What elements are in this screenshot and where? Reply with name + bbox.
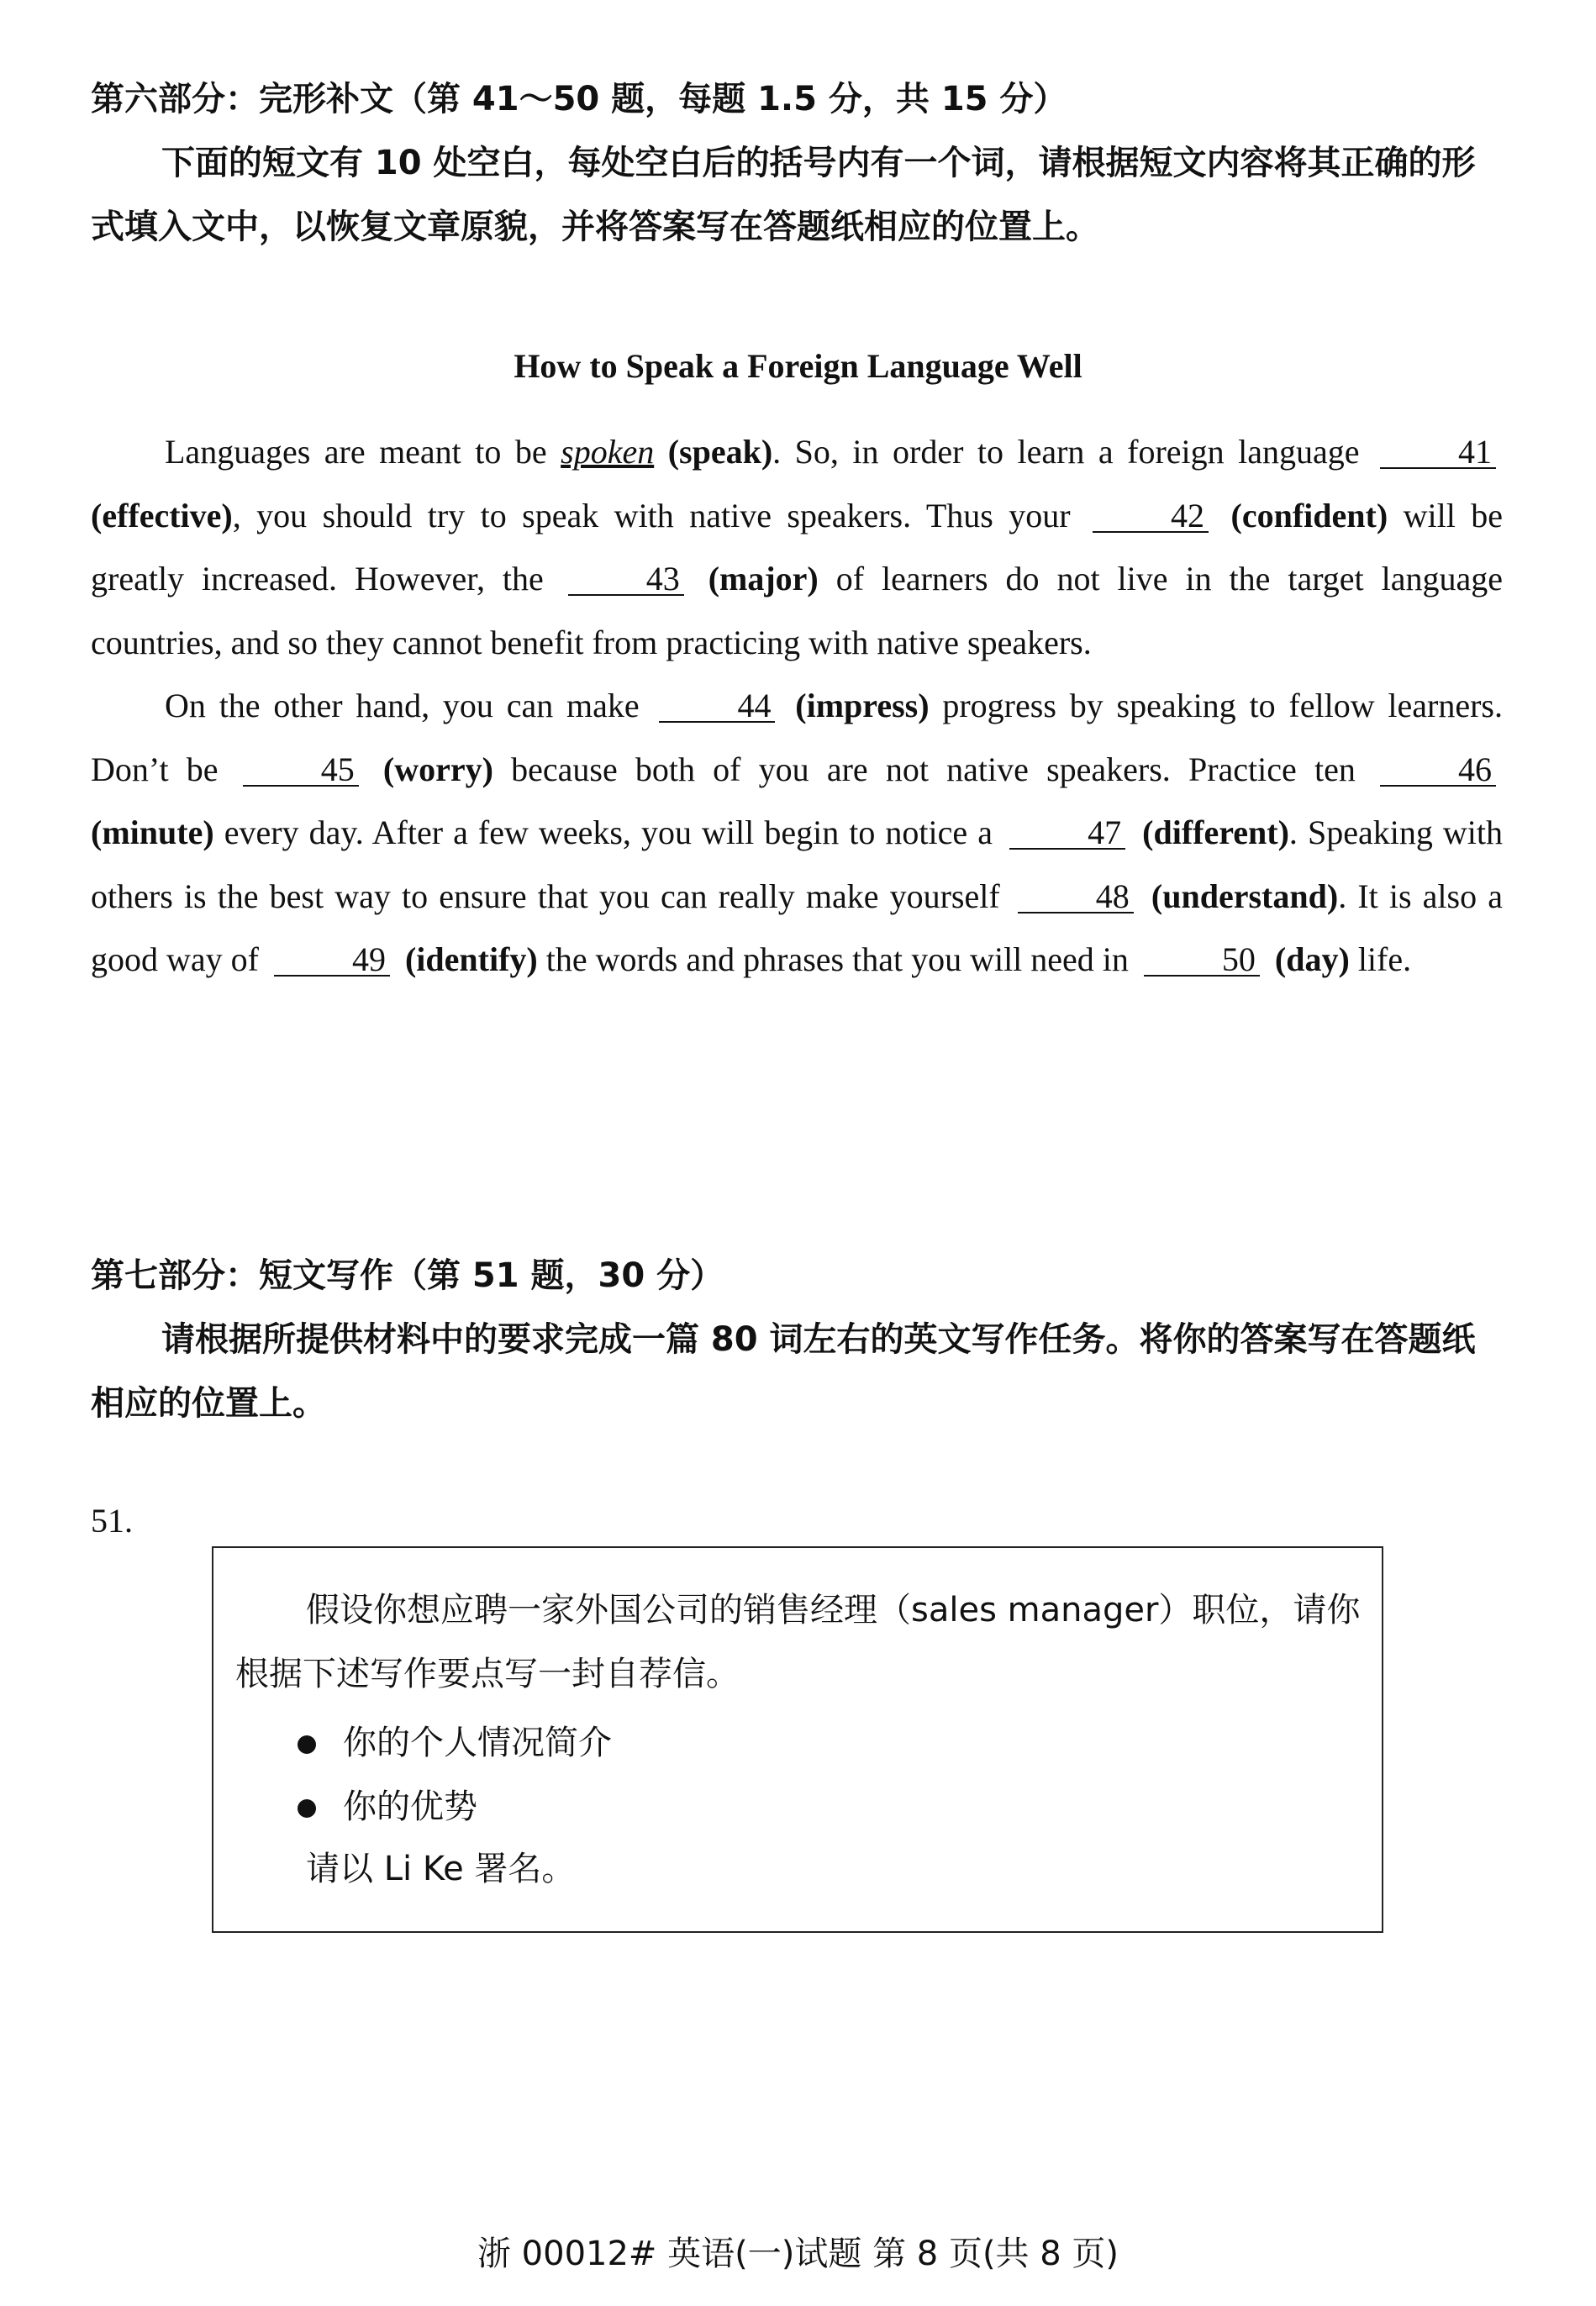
text-run: . It is also a good way of — [91, 877, 1503, 978]
word-hint-44: (impress) — [795, 687, 930, 724]
blank-42: 42 — [1093, 501, 1209, 533]
text-run: . So, in order to learn a foreign language — [772, 433, 1374, 471]
text-run: of learners do not live in the target language countries, and so they cannot benefit from practicing with native speakers. — [91, 560, 1504, 661]
writing-task-box — [212, 1546, 1383, 1933]
blank-44: 44 — [659, 691, 775, 723]
word-hint-46: (minute) — [91, 813, 214, 851]
word-hint: (speak) — [667, 433, 773, 471]
blank-49: 49 — [274, 945, 390, 977]
cloze-passage — [91, 420, 1503, 992]
word-hint-41: (effective) — [91, 496, 233, 534]
task-bullet-text: 你的优势 — [343, 1787, 477, 1826]
part6-instructions: 下面的短文有 10 处空白，每处空白后的括号内有一个词，请根据短文内容将其正确的形式填入文中，以恢复文章原貌，并将答案写在答题纸相应的位置上。 — [91, 144, 1476, 246]
question-number: 51. — [91, 1502, 133, 1540]
blank-48: 48 — [1018, 882, 1134, 913]
task-bullet-text: 你的个人情况简介 — [343, 1724, 612, 1762]
blank-43: 43 — [568, 564, 684, 596]
text-run: life. — [1349, 940, 1412, 978]
bullet-icon — [298, 1735, 316, 1754]
example-answer: spoken — [561, 433, 655, 471]
word-hint-50: (day) — [1274, 940, 1350, 978]
word-hint-45: (worry) — [382, 750, 493, 788]
blank-41: 41 — [1380, 437, 1496, 469]
blank-47: 47 — [1009, 818, 1125, 850]
text-run: will be greatly increased. However, the — [91, 496, 1504, 598]
blank-45: 45 — [243, 755, 359, 787]
text-run: every day. After a few weeks, you will begin to notice a — [213, 813, 1003, 851]
part7-instructions: 请根据所提供材料中的要求完成一篇 80 词左右的英文写作任务。将你的答案写在答题纸相应的位置上。 — [91, 1320, 1476, 1423]
passage-title: How to Speak a Foreign Language Well — [514, 347, 1082, 385]
task-intro: 假设你想应聘一家外国公司的销售经理（sales manager）职位，请你根据下述写作要点写一封自荐信。 — [235, 1591, 1361, 1693]
text-run: the words and phrases that you will need in — [537, 940, 1137, 978]
word-hint-49: (identify) — [404, 940, 538, 978]
text-run: Languages are meant to be — [165, 433, 561, 471]
word-hint-47: (different) — [1142, 813, 1289, 851]
bullet-icon — [298, 1799, 316, 1818]
blank-46: 46 — [1380, 755, 1496, 787]
word-hint-48: (understand) — [1151, 877, 1339, 915]
text-run: because both of you are not native speakers. Practice ten — [492, 750, 1373, 788]
text-run: On the other hand, you can make — [165, 687, 653, 724]
text-run: progress by speaking to fellow learners. Don’t be — [91, 687, 1503, 788]
passage-paragraph-1 — [91, 420, 1503, 674]
part6-heading: 第六部分：完形补文（第 41～50 题，每题 1.5 分，共 15 分） — [91, 80, 1067, 118]
text-run: . Speaking with others is the best way to ensure that you can really make yourself — [91, 813, 1504, 915]
text-run: , you should try to speak with native speakers. Thus your — [232, 496, 1087, 534]
signature-note: 请以 Li Ke 署名。 — [306, 1850, 576, 1888]
task-bullet-item — [298, 1719, 612, 1766]
part7-heading: 第七部分：短文写作（第 51 题，30 分） — [91, 1256, 724, 1295]
page-footer: 浙 00012# 英语(一)试题 第 8 页(共 8 页) — [477, 2235, 1119, 2273]
passage-paragraph-2 — [91, 674, 1503, 992]
word-hint-43: (major) — [708, 560, 819, 598]
word-hint-42: (confident) — [1230, 496, 1388, 534]
blank-50: 50 — [1144, 945, 1260, 977]
task-bullet-item — [298, 1783, 477, 1830]
